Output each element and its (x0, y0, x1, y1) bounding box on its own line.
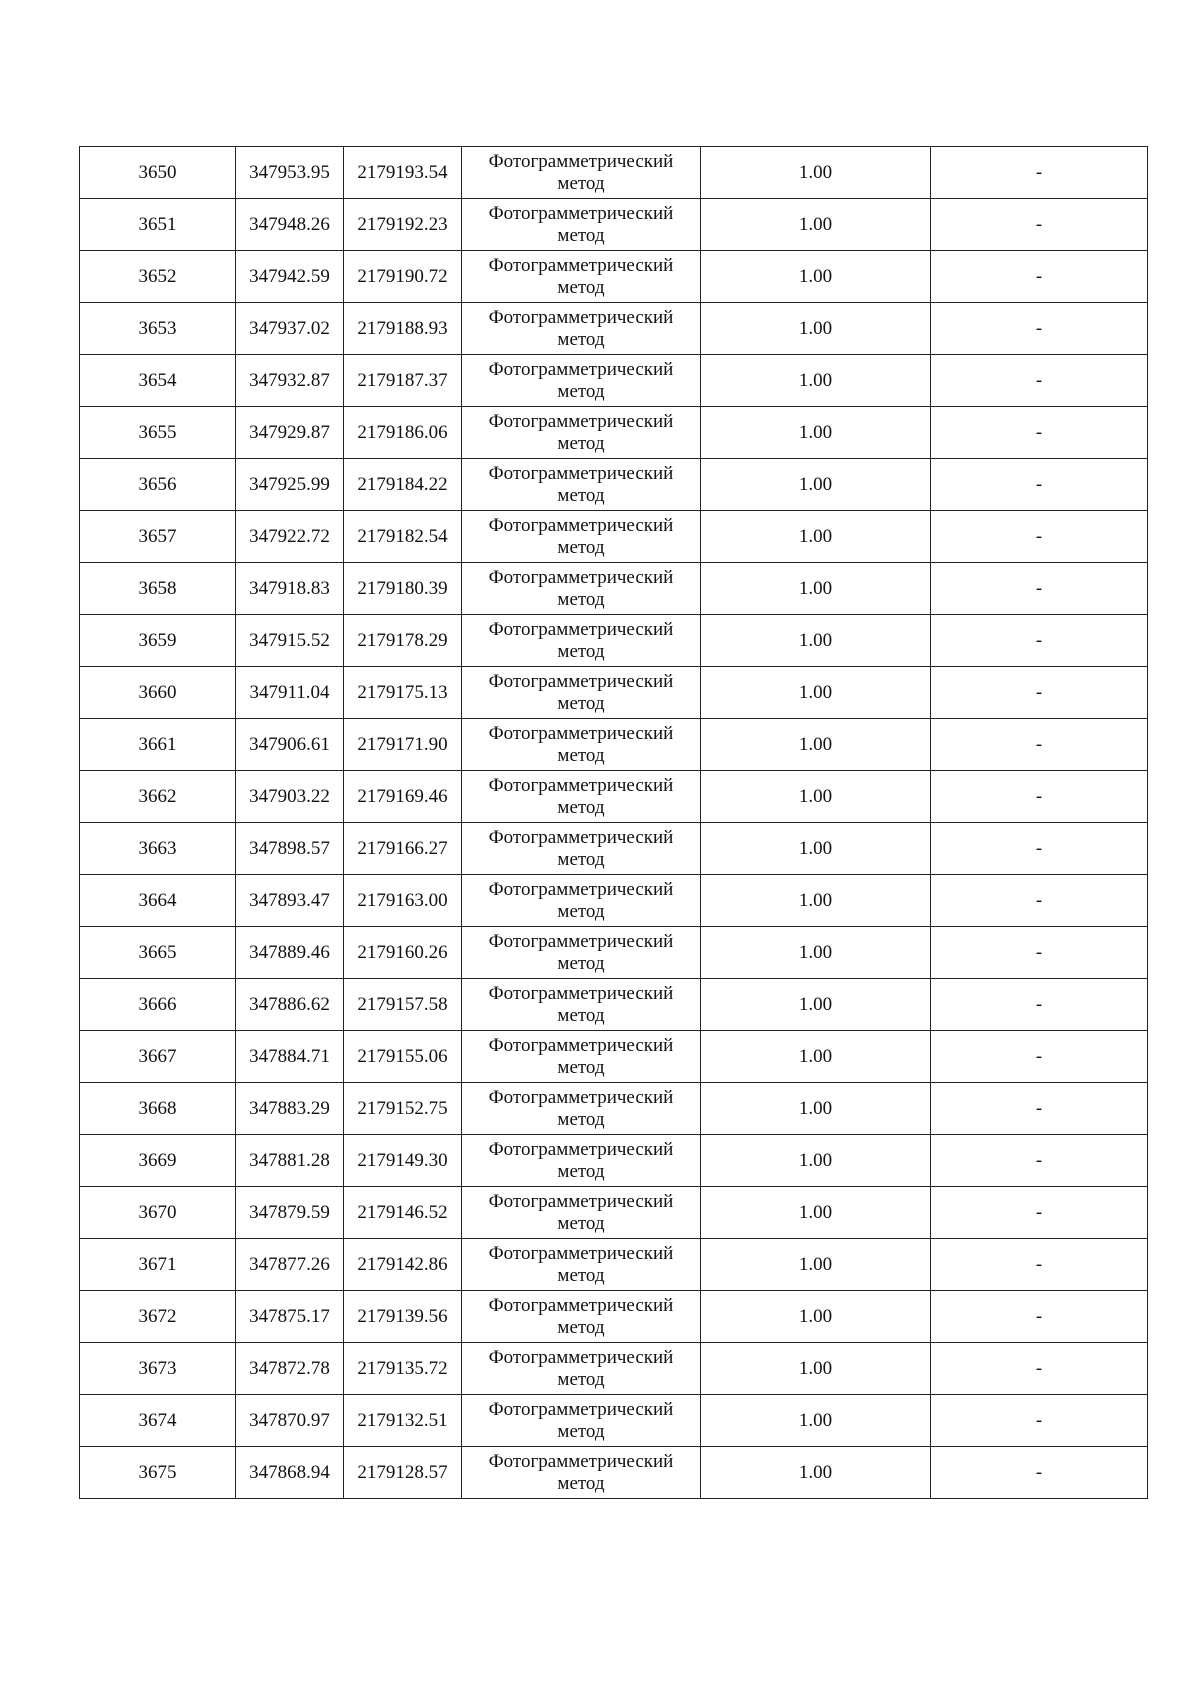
x-coordinate-cell: 347925.99 (236, 459, 344, 511)
method-line-2: метод (557, 1368, 605, 1390)
accuracy-cell: 1.00 (701, 1187, 931, 1239)
point-number-cell: 3663 (80, 823, 236, 875)
y-coordinate-cell: 2179149.30 (344, 1135, 462, 1187)
method-line-1: Фотограмметрический (488, 1450, 674, 1472)
point-number-cell: 3674 (80, 1395, 236, 1447)
method-cell (462, 667, 701, 719)
x-coordinate-cell: 347875.17 (236, 1291, 344, 1343)
y-coordinate-cell: 2179152.75 (344, 1083, 462, 1135)
x-coordinate-cell: 347884.71 (236, 1031, 344, 1083)
method-line-2: метод (557, 1212, 605, 1234)
x-coordinate-cell: 347937.02 (236, 303, 344, 355)
method-cell (462, 1135, 701, 1187)
note-cell: - (931, 407, 1148, 459)
point-number-cell: 3662 (80, 771, 236, 823)
x-coordinate-cell: 347922.72 (236, 511, 344, 563)
accuracy-cell: 1.00 (701, 927, 931, 979)
x-coordinate-cell: 347886.62 (236, 979, 344, 1031)
table-row (80, 615, 1148, 667)
x-coordinate-cell: 347903.22 (236, 771, 344, 823)
method-cell (462, 1343, 701, 1395)
point-number-cell: 3665 (80, 927, 236, 979)
point-number-cell: 3651 (80, 199, 236, 251)
y-coordinate-cell: 2179155.06 (344, 1031, 462, 1083)
note-cell: - (931, 563, 1148, 615)
method-cell (462, 1395, 701, 1447)
note-cell: - (931, 459, 1148, 511)
method-line-1: Фотограмметрический (488, 1346, 674, 1368)
point-number-cell: 3655 (80, 407, 236, 459)
method-cell (462, 823, 701, 875)
table-row (80, 147, 1148, 199)
note-cell: - (931, 979, 1148, 1031)
method-line-1: Фотограмметрический (488, 618, 674, 640)
method-line-1: Фотограмметрический (488, 514, 674, 536)
point-number-cell: 3654 (80, 355, 236, 407)
method-line-2: метод (557, 1316, 605, 1338)
y-coordinate-cell: 2179139.56 (344, 1291, 462, 1343)
y-coordinate-cell: 2179187.37 (344, 355, 462, 407)
point-number-cell: 3673 (80, 1343, 236, 1395)
note-cell: - (931, 1343, 1148, 1395)
method-cell (462, 1291, 701, 1343)
note-cell: - (931, 1395, 1148, 1447)
method-line-1: Фотограмметрический (488, 410, 674, 432)
table-row (80, 1187, 1148, 1239)
method-line-2: метод (557, 224, 605, 246)
point-number-cell: 3670 (80, 1187, 236, 1239)
method-line-2: метод (557, 848, 605, 870)
method-line-2: метод (557, 692, 605, 714)
method-line-1: Фотограмметрический (488, 1086, 674, 1108)
note-cell: - (931, 199, 1148, 251)
method-line-1: Фотограмметрический (488, 150, 674, 172)
y-coordinate-cell: 2179146.52 (344, 1187, 462, 1239)
point-number-cell: 3669 (80, 1135, 236, 1187)
point-number-cell: 3660 (80, 667, 236, 719)
y-coordinate-cell: 2179186.06 (344, 407, 462, 459)
accuracy-cell: 1.00 (701, 147, 931, 199)
accuracy-cell: 1.00 (701, 459, 931, 511)
note-cell: - (931, 1239, 1148, 1291)
x-coordinate-cell: 347893.47 (236, 875, 344, 927)
y-coordinate-cell: 2179175.13 (344, 667, 462, 719)
x-coordinate-cell: 347870.97 (236, 1395, 344, 1447)
y-coordinate-cell: 2179169.46 (344, 771, 462, 823)
table-row (80, 199, 1148, 251)
y-coordinate-cell: 2179142.86 (344, 1239, 462, 1291)
point-number-cell: 3666 (80, 979, 236, 1031)
table-row (80, 1447, 1148, 1499)
accuracy-cell: 1.00 (701, 771, 931, 823)
x-coordinate-cell: 347877.26 (236, 1239, 344, 1291)
table-row (80, 823, 1148, 875)
accuracy-cell: 1.00 (701, 199, 931, 251)
note-cell: - (931, 1447, 1148, 1499)
y-coordinate-cell: 2179178.29 (344, 615, 462, 667)
table-row (80, 719, 1148, 771)
method-line-2: метод (557, 484, 605, 506)
method-line-2: метод (557, 1160, 605, 1182)
method-line-1: Фотограмметрический (488, 1242, 674, 1264)
x-coordinate-cell: 347883.29 (236, 1083, 344, 1135)
note-cell: - (931, 823, 1148, 875)
y-coordinate-cell: 2179193.54 (344, 147, 462, 199)
point-number-cell: 3668 (80, 1083, 236, 1135)
point-number-cell: 3652 (80, 251, 236, 303)
note-cell: - (931, 303, 1148, 355)
method-cell (462, 199, 701, 251)
accuracy-cell: 1.00 (701, 1343, 931, 1395)
table-row (80, 1135, 1148, 1187)
x-coordinate-cell: 347911.04 (236, 667, 344, 719)
method-line-2: метод (557, 1108, 605, 1130)
method-line-1: Фотограмметрический (488, 306, 674, 328)
note-cell: - (931, 875, 1148, 927)
point-number-cell: 3672 (80, 1291, 236, 1343)
table-row (80, 771, 1148, 823)
point-number-cell: 3659 (80, 615, 236, 667)
accuracy-cell: 1.00 (701, 875, 931, 927)
x-coordinate-cell: 347881.28 (236, 1135, 344, 1187)
table-row (80, 667, 1148, 719)
accuracy-cell: 1.00 (701, 1395, 931, 1447)
point-number-cell: 3653 (80, 303, 236, 355)
point-number-cell: 3656 (80, 459, 236, 511)
x-coordinate-cell: 347918.83 (236, 563, 344, 615)
x-coordinate-cell: 347948.26 (236, 199, 344, 251)
accuracy-cell: 1.00 (701, 251, 931, 303)
method-line-2: метод (557, 640, 605, 662)
y-coordinate-cell: 2179180.39 (344, 563, 462, 615)
method-cell (462, 875, 701, 927)
method-line-2: метод (557, 380, 605, 402)
method-cell (462, 615, 701, 667)
table-row (80, 1031, 1148, 1083)
x-coordinate-cell: 347868.94 (236, 1447, 344, 1499)
method-line-2: метод (557, 796, 605, 818)
y-coordinate-cell: 2179163.00 (344, 875, 462, 927)
method-cell (462, 303, 701, 355)
note-cell: - (931, 1083, 1148, 1135)
x-coordinate-cell: 347889.46 (236, 927, 344, 979)
table-row (80, 927, 1148, 979)
method-line-1: Фотограмметрический (488, 254, 674, 276)
method-line-2: метод (557, 1264, 605, 1286)
note-cell: - (931, 719, 1148, 771)
note-cell: - (931, 615, 1148, 667)
method-line-1: Фотограмметрический (488, 826, 674, 848)
method-cell (462, 459, 701, 511)
method-line-2: метод (557, 900, 605, 922)
y-coordinate-cell: 2179188.93 (344, 303, 462, 355)
note-cell: - (931, 147, 1148, 199)
method-cell (462, 1187, 701, 1239)
y-coordinate-cell: 2179184.22 (344, 459, 462, 511)
note-cell: - (931, 771, 1148, 823)
method-line-2: метод (557, 172, 605, 194)
table-row (80, 355, 1148, 407)
method-line-1: Фотограмметрический (488, 358, 674, 380)
note-cell: - (931, 511, 1148, 563)
coordinates-table-body (80, 147, 1148, 1499)
method-line-2: метод (557, 1056, 605, 1078)
y-coordinate-cell: 2179128.57 (344, 1447, 462, 1499)
accuracy-cell: 1.00 (701, 1447, 931, 1499)
table-row (80, 1083, 1148, 1135)
method-line-2: метод (557, 1420, 605, 1442)
method-cell (462, 1083, 701, 1135)
y-coordinate-cell: 2179132.51 (344, 1395, 462, 1447)
point-number-cell: 3661 (80, 719, 236, 771)
method-line-1: Фотограмметрический (488, 982, 674, 1004)
note-cell: - (931, 667, 1148, 719)
point-number-cell: 3671 (80, 1239, 236, 1291)
accuracy-cell: 1.00 (701, 1239, 931, 1291)
point-number-cell: 3657 (80, 511, 236, 563)
point-number-cell: 3675 (80, 1447, 236, 1499)
table-row (80, 979, 1148, 1031)
table-row (80, 303, 1148, 355)
point-number-cell: 3664 (80, 875, 236, 927)
table-row (80, 1291, 1148, 1343)
x-coordinate-cell: 347929.87 (236, 407, 344, 459)
method-line-1: Фотограмметрический (488, 774, 674, 796)
method-cell (462, 1239, 701, 1291)
point-number-cell: 3658 (80, 563, 236, 615)
x-coordinate-cell: 347872.78 (236, 1343, 344, 1395)
method-line-2: метод (557, 536, 605, 558)
note-cell: - (931, 927, 1148, 979)
y-coordinate-cell: 2179166.27 (344, 823, 462, 875)
x-coordinate-cell: 347898.57 (236, 823, 344, 875)
point-number-cell: 3650 (80, 147, 236, 199)
accuracy-cell: 1.00 (701, 1135, 931, 1187)
accuracy-cell: 1.00 (701, 979, 931, 1031)
accuracy-cell: 1.00 (701, 615, 931, 667)
y-coordinate-cell: 2179171.90 (344, 719, 462, 771)
method-line-1: Фотограмметрический (488, 878, 674, 900)
note-cell: - (931, 1135, 1148, 1187)
method-cell (462, 1447, 701, 1499)
method-line-1: Фотограмметрический (488, 462, 674, 484)
method-line-1: Фотограмметрический (488, 722, 674, 744)
method-cell (462, 927, 701, 979)
method-cell (462, 1031, 701, 1083)
method-line-1: Фотограмметрический (488, 1138, 674, 1160)
method-line-2: метод (557, 744, 605, 766)
x-coordinate-cell: 347942.59 (236, 251, 344, 303)
method-cell (462, 147, 701, 199)
accuracy-cell: 1.00 (701, 563, 931, 615)
accuracy-cell: 1.00 (701, 719, 931, 771)
x-coordinate-cell: 347953.95 (236, 147, 344, 199)
method-line-1: Фотограмметрический (488, 670, 674, 692)
accuracy-cell: 1.00 (701, 667, 931, 719)
method-cell (462, 511, 701, 563)
table-row (80, 407, 1148, 459)
note-cell: - (931, 1187, 1148, 1239)
method-line-2: метод (557, 328, 605, 350)
y-coordinate-cell: 2179157.58 (344, 979, 462, 1031)
method-line-1: Фотограмметрический (488, 1034, 674, 1056)
accuracy-cell: 1.00 (701, 1291, 931, 1343)
accuracy-cell: 1.00 (701, 407, 931, 459)
method-cell (462, 979, 701, 1031)
method-cell (462, 719, 701, 771)
accuracy-cell: 1.00 (701, 355, 931, 407)
method-cell (462, 563, 701, 615)
method-line-1: Фотограмметрический (488, 930, 674, 952)
table-row (80, 511, 1148, 563)
method-line-2: метод (557, 432, 605, 454)
method-line-2: метод (557, 588, 605, 610)
y-coordinate-cell: 2179160.26 (344, 927, 462, 979)
method-line-1: Фотограмметрический (488, 1190, 674, 1212)
method-line-1: Фотограмметрический (488, 1398, 674, 1420)
table-row (80, 1343, 1148, 1395)
method-cell (462, 771, 701, 823)
y-coordinate-cell: 2179192.23 (344, 199, 462, 251)
x-coordinate-cell: 347906.61 (236, 719, 344, 771)
table-row (80, 1239, 1148, 1291)
method-line-1: Фотограмметрический (488, 202, 674, 224)
accuracy-cell: 1.00 (701, 511, 931, 563)
method-cell (462, 355, 701, 407)
table-row (80, 875, 1148, 927)
note-cell: - (931, 1291, 1148, 1343)
note-cell: - (931, 355, 1148, 407)
y-coordinate-cell: 2179135.72 (344, 1343, 462, 1395)
table-row (80, 563, 1148, 615)
method-line-1: Фотограмметрический (488, 566, 674, 588)
method-line-2: метод (557, 952, 605, 974)
method-line-2: метод (557, 1004, 605, 1026)
point-number-cell: 3667 (80, 1031, 236, 1083)
x-coordinate-cell: 347932.87 (236, 355, 344, 407)
table-row (80, 1395, 1148, 1447)
note-cell: - (931, 1031, 1148, 1083)
table-row (80, 459, 1148, 511)
method-line-2: метод (557, 276, 605, 298)
x-coordinate-cell: 347879.59 (236, 1187, 344, 1239)
accuracy-cell: 1.00 (701, 1031, 931, 1083)
accuracy-cell: 1.00 (701, 823, 931, 875)
method-line-2: метод (557, 1472, 605, 1494)
method-line-1: Фотограмметрический (488, 1294, 674, 1316)
coordinates-table (79, 146, 1148, 1499)
note-cell: - (931, 251, 1148, 303)
method-cell (462, 251, 701, 303)
x-coordinate-cell: 347915.52 (236, 615, 344, 667)
table-row (80, 251, 1148, 303)
y-coordinate-cell: 2179182.54 (344, 511, 462, 563)
method-cell (462, 407, 701, 459)
accuracy-cell: 1.00 (701, 303, 931, 355)
accuracy-cell: 1.00 (701, 1083, 931, 1135)
y-coordinate-cell: 2179190.72 (344, 251, 462, 303)
